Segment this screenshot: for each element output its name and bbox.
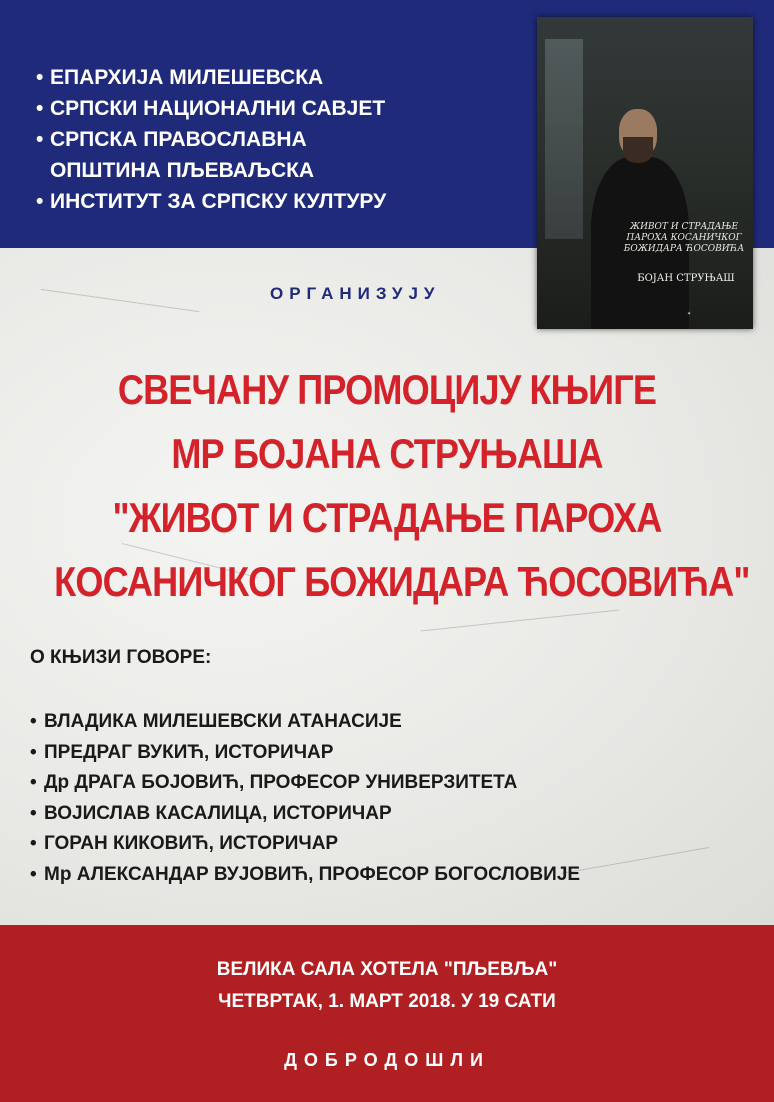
organizers-list (36, 62, 386, 217)
organizer-item: • СРПСКИ НАЦИОНАЛНИ САВЈЕТ (36, 93, 386, 124)
book-cover-title (619, 222, 749, 255)
speakers-list (30, 707, 580, 890)
book-cover-image (537, 17, 753, 329)
priest-beard (623, 137, 653, 163)
organize-label: ОРГАНИЗУЈУ (270, 284, 441, 303)
welcome-text: ДОБРОДОШЛИ (284, 1050, 490, 1070)
organizer-item: • ИНСТИТУТ ЗА СРПСКУ КУЛТУРУ (36, 186, 386, 217)
speaker-item: • ПРЕДРАГ ВУКИЋ, ИСТОРИЧАР (30, 738, 580, 769)
speaker-item: • Мр АЛЕКСАНДАР ВУЈОВИЋ, ПРОФЕСОР БОГОСЛОВИЈЕ (30, 860, 580, 891)
organizer-item-continued: ОПШТИНА ПЉЕВАЉСКА (50, 159, 315, 182)
speaker-item: • Др ДРАГА БОЈОВИЋ, ПРОФЕСОР УНИВЕРЗИТЕТА (30, 768, 580, 799)
event-title-line: КОСАНИЧКОГ БОЖИДАРА ЋОСОВИЋА" (54, 558, 750, 605)
event-title-line: МР БОЈАНА СТРУЊАША (171, 430, 603, 477)
venue-info (0, 954, 774, 1018)
book-cover-title-line: БОЖИДАРА ЋОСОВИЋА (623, 244, 745, 254)
window-shape (545, 39, 583, 239)
speaker-item: • ВЛАДИКА МИЛЕШЕВСКИ АТАНАСИЈЕ (30, 707, 580, 738)
organizer-item: • СРПСКА ПРАВОСЛАВНА (36, 124, 386, 155)
event-title-line: "ЖИВОТ И СТРАДАЊЕ ПАРОХА (112, 494, 662, 541)
event-title-line: СВЕЧАНУ ПРОМОЦИЈУ КЊИГЕ (117, 366, 657, 413)
organizer-item: • ЕПАРХИЈА МИЛЕШЕВСКА (36, 62, 386, 93)
book-cover-author: БОЈАН СТРУЊАШ (637, 273, 735, 284)
book-cover-title-line: ЖИВОТ И СТРАДАЊЕ (629, 222, 739, 232)
venue-datetime: ЧЕТВРТАК, 1. МАРТ 2018. У 19 САТИ (218, 991, 556, 1012)
book-cover-title-line: ПАРОХА КОСАНИЧКОГ (626, 233, 742, 243)
venue-place: ВЕЛИКА САЛА ХОТЕЛА "ПЉЕВЉА" (216, 959, 558, 980)
event-title (54, 358, 750, 614)
speakers-heading: О КЊИЗИ ГОВОРЕ: (30, 647, 212, 668)
speaker-item: • ГОРАН КИКОВИЋ, ИСТОРИЧАР (30, 829, 580, 860)
publisher-logo: ✦ (687, 311, 692, 317)
speaker-item: • ВОЈИСЛАВ КАСАЛИЦА, ИСТОРИЧАР (30, 799, 580, 830)
